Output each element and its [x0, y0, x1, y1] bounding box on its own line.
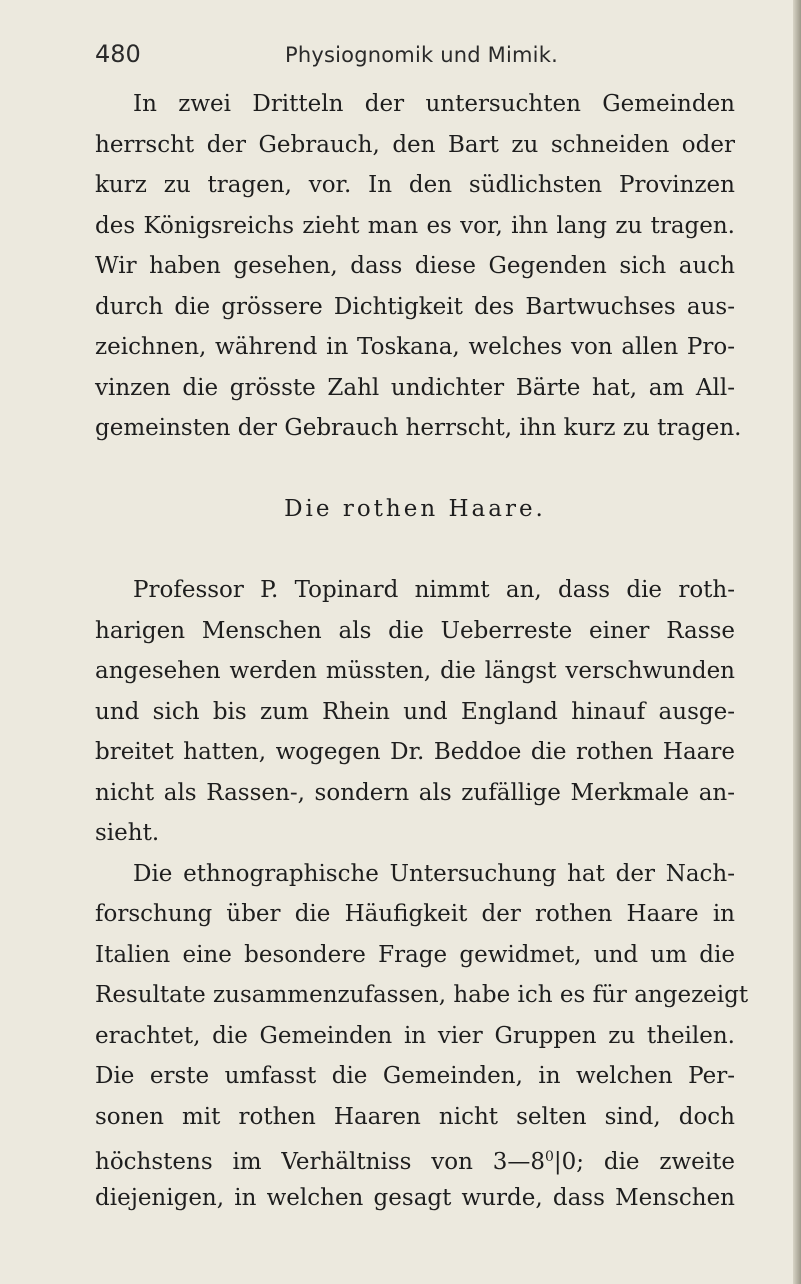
text-line: und sich bis zum Rhein und England hinauf ausge- — [95, 698, 735, 725]
text-line: Italien eine besondere Frage gewidmet, und um die — [95, 941, 735, 968]
text-line: des Königsreichs zieht man es vor, ihn lang zu tragen. — [95, 212, 735, 239]
line-text-before: höchstens im Verhältniss von 3—8 — [95, 1149, 545, 1175]
page-number: 480 — [95, 40, 141, 68]
running-title: Physiognomik und Mimik. — [285, 43, 558, 67]
text-line: breitet hatten, wogegen Dr. Beddoe die rothen Haare — [95, 739, 735, 765]
page-edge-shadow — [793, 0, 801, 1284]
paragraph-topinard — [95, 570, 735, 854]
line-text-after: |0; die zweite — [553, 1149, 735, 1175]
text-line: In zwei Dritteln der untersuchten Gemeinden — [133, 91, 735, 117]
text-line: Resultate zusammenzufassen, habe ich es für angezeigt — [95, 982, 749, 1008]
text-line: gemeinsten der Gebrauch herrscht, ihn kurz zu tragen. — [95, 415, 742, 441]
text-line: herrscht der Gebrauch, den Bart zu schneiden oder — [95, 131, 735, 158]
text-line: Professor P. Topinard nimmt an, dass die roth- — [133, 577, 735, 603]
text-line: sonen mit rothen Haaren nicht selten sind, doch — [95, 1103, 735, 1130]
text-line: sieht. — [95, 820, 160, 846]
text-line: nicht als Rassen-, sondern als zufällige Merkmale an- — [95, 779, 735, 806]
running-head — [95, 40, 715, 80]
paragraph-ethnographic — [95, 854, 749, 1219]
text-line: zeichnen, während in Toskana, welches von allen Pro- — [95, 334, 735, 360]
text-line: Die erste umfasst die Gemeinden, in welchen Per- — [95, 1063, 735, 1089]
superscript-zero: 0 — [544, 1149, 554, 1165]
text-line: durch die grössere Dichtigkeit des Bartwuchses aus- — [95, 293, 735, 320]
text-line: harigen Menschen als die Ueberreste einer Rasse — [95, 617, 735, 644]
text-line-percentage — [95, 1137, 735, 1178]
text-line: diejenigen, in welchen gesagt wurde, dass Menschen — [95, 1184, 735, 1211]
text-line: forschung über die Häufigkeit der rothen Haare in — [95, 901, 735, 927]
text-line: vinzen die grösste Zahl undichter Bärte hat, am All- — [95, 374, 735, 401]
body-text — [95, 84, 749, 1218]
paragraph-beards — [95, 84, 742, 449]
text-line: Die ethnographische Untersuchung hat der Nach- — [133, 860, 735, 887]
text-line: Wir haben gesehen, dass diese Gegenden sich auch — [95, 253, 735, 279]
text-line: kurz zu tragen, vor. In den südlichsten Provinzen — [95, 172, 735, 198]
text-line: erachtet, die Gemeinden in vier Gruppen zu theilen. — [95, 1022, 735, 1049]
section-heading: Die rothen Haare. — [284, 496, 546, 522]
text-line: angesehen werden müssten, die längst verschwunden — [95, 658, 735, 684]
